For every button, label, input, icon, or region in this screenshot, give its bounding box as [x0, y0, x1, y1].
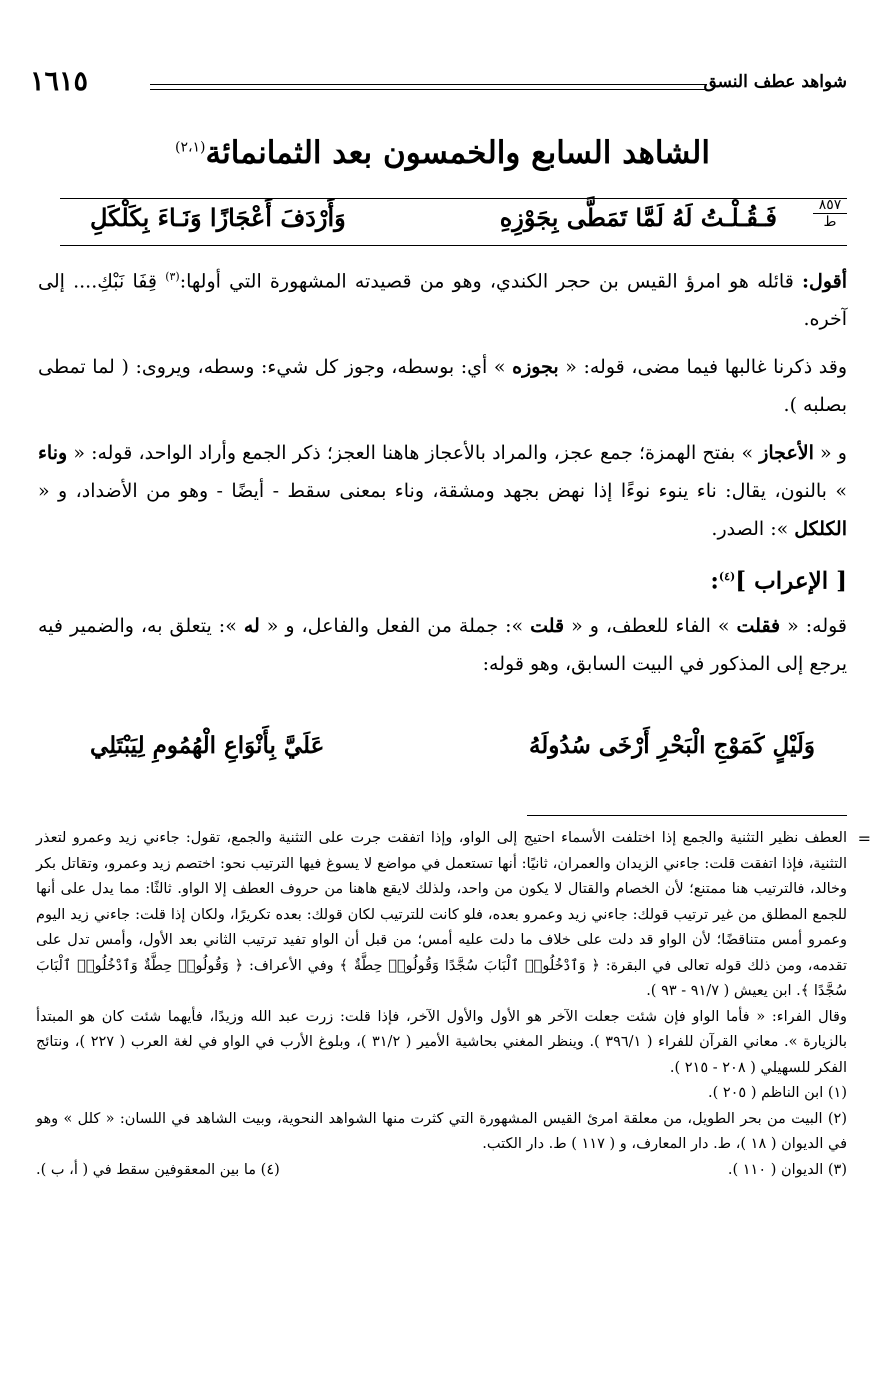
footnote-1: (١) ابن الناظم ( ٢٠٥ ). [707, 1085, 847, 1101]
running-head-rule [150, 84, 707, 90]
para-text: » الفاء للعطف، و « [564, 614, 737, 637]
footnotes [36, 826, 871, 1183]
irab-title: [ الإعراب ] [735, 567, 847, 595]
para-text: قائله هو امرؤ القيس بن حجر الكندي، وهو من قصيدته المشهورة التي أولها: [179, 270, 802, 293]
keyword: فقلت [736, 614, 781, 637]
footnote-rule [527, 815, 847, 816]
keyword: الأعجاز [759, 442, 814, 465]
footnote-continuation [36, 826, 871, 1005]
continuation-mark: = [857, 829, 871, 848]
verse-hemistich-1: فَـقُـلْـتُ لَهُ لَمَّا تَمَطَّى بِجَوْزِهِ [499, 203, 777, 232]
heading-title: الشاهد السابع والخمسون بعد الثمانمائة [205, 135, 710, 171]
keyword: الكلكل [794, 518, 847, 541]
page-number: ١٦١٥ [30, 66, 89, 97]
running-head [30, 66, 847, 104]
verse-block [60, 198, 847, 246]
footnote-ref: (٤) [718, 570, 736, 584]
quoted-verse [90, 732, 815, 776]
quoted-verse-hemistich-1: وَلَيْلٍ كَمَوْجِ الْبَحْرِ أَرْخَى سُدُولَهُ [528, 732, 815, 759]
para-text: »: يتعلق به، والضمير فيه يرجع إلى المذكور في البيت السابق، وهو قوله: [38, 614, 847, 675]
quoted-verse-hemistich-2: عَلَيَّ بِأَنْوَاعِ الْهُمُومِ لِيَبْتَلِي [90, 732, 325, 759]
para-text: »: الصدر. [711, 518, 795, 541]
paragraph-jawz [38, 348, 847, 424]
para-text: » أي: بوسطه، وجوز كل شيء: وسطه، ويروى: ( لما تمطى بصلبه ). [38, 356, 847, 417]
para-text: وقد ذكرنا غالبها فيما مضى، قوله: « [558, 356, 847, 379]
section-heading [0, 135, 885, 171]
irab-colon: : [710, 567, 719, 595]
keyword: له [243, 614, 260, 637]
body-text [38, 258, 847, 693]
para-text: » بفتح الهمزة؛ جمع عجز، والمراد بالأعجاز هاهنا العجز؛ ذكر الجمع وأراد الواحد، قوله: « [67, 442, 760, 465]
footnote-ref: (٣) [165, 270, 180, 283]
keyword: قلت [530, 614, 565, 637]
heading-refs: (٢،١) [174, 139, 206, 156]
verse-number-value: ٨٥٧ [813, 197, 847, 214]
verse-meter-mark: ط [823, 214, 837, 230]
running-head-title: شواهد عطف النسق [703, 72, 847, 92]
label-aqul: أقول: [802, 270, 847, 293]
footnote-2: (٢) البيت من بحر الطويل، من معلقة امرئ القيس المشهورة التي كثرت منها الشواهد النحوية، وبيت الشاهد في اللسان: « كلل » وهو في الديوان ( ١٨ )، ط. دار المعارف، و ( ١١٧ ) ط. دار الكتب. [36, 1110, 847, 1152]
footnote-3: (٣) الديوان ( ١١٠ ). [727, 1161, 847, 1178]
para-text: قِفَا نَبْكِ.... إلى آخره. [38, 270, 847, 331]
verse-hemistich-2: وَأَرْدَفَ أَعْجَازًا وَنَـاءَ بِكَلْكَلِ [90, 203, 346, 232]
paragraph-irab [38, 607, 847, 683]
paragraph-author [38, 258, 847, 338]
footnote-farra: وقال الفراء: « فأما الواو فإن شئت جعلت الآخر هو الأول والأول الآخر، فإذا قلت: زرت عبد الله وزيدًا، فأيهما شئت كان هو المبتدأ بالزيارة ». معاني القرآن للفراء ( ٣٩٦/١ ). وينظر المغني بحاشية الأمير ( ٣١/٢ )، وبلوغ الأرب في الواو في لغة العرب ( ٢٢٧ )، ونتائج الفكر للسهيلي ( ٢٠٨ - ٢١٥ ). [36, 1008, 847, 1076]
footnote-4: (٤) ما بين المعقوفين سقط في ( أ، ب ). [36, 1161, 280, 1178]
keyword: وناء [38, 442, 68, 465]
footnote-continuation-text: العطف نظير التثنية والجمع إذا اختلفت الأسماء احتيج إلى الواو، وإذا اتفقت جرت على التثنية والجمع، تقول: جاءني زيد وعمرو لتعذر التثنية، فإذا اتفقت قلت: جاءني الزيدان والعمران، ثانيًا: أنها تستعمل في مواضع لا يسوغ فيها الترتيب نحو: اختصم زيد وعمرو، وتقاتل بكر وخالد، فالترتيب هنا ممتنع؛ لأن الخصام والقتال لا يكون من واحد، ولذلك لايقع هاهنا من حروف العطف إلا الواو. ثالثًا: مما يدل على أنها للجمع المطلق من غير ترتيب قولك: جاءني زيد وعمرو بعده، فلو كانت للترتيب لكان قولك: بعده تكريرًا، ولكان إذا قلت: جاءني زيد اليوم وعمرو أمس متناقضًا؛ لأن الواو قد دلت على خلاف ما دلت عليه أمس؛ من قبل أن الواو تفيد ترتيب الثاني بعد الأول، وأمس تدل على تقدمه، ومن ذلك قوله تعالى في البقرة: ﴿ وَٱدْخُلُوا۟ ٱلْبَابَ سُجَّدًا وَقُولُوا۟ حِطَّةٌ ﴾ وفي الأعراف: ﴿ وَقُولُوا۟ حِطَّةٌ وَٱدْخُلُوا۟ ٱلْبَابَ سُجَّدًا ﴾. ابن يعيش ( ٩١/٧ - ٩٣ ). [36, 830, 847, 999]
verse-number [813, 197, 847, 230]
footnote-row [36, 1158, 847, 1184]
para-text: » بالنون، يقال: ناء ينوء نوءًا إذا نهض بجهد ومشقة، وناء بمعنى سقط - أيضًا - وهو من الأضداد، و « [38, 480, 847, 503]
para-text: »: جملة من الفعل والفاعل، و « [259, 614, 531, 637]
irab-heading [38, 558, 847, 601]
paragraph-vocab [38, 434, 847, 548]
para-text: و « [813, 442, 847, 465]
para-text: قوله: « [780, 614, 848, 637]
keyword: بجوزه [512, 356, 559, 379]
